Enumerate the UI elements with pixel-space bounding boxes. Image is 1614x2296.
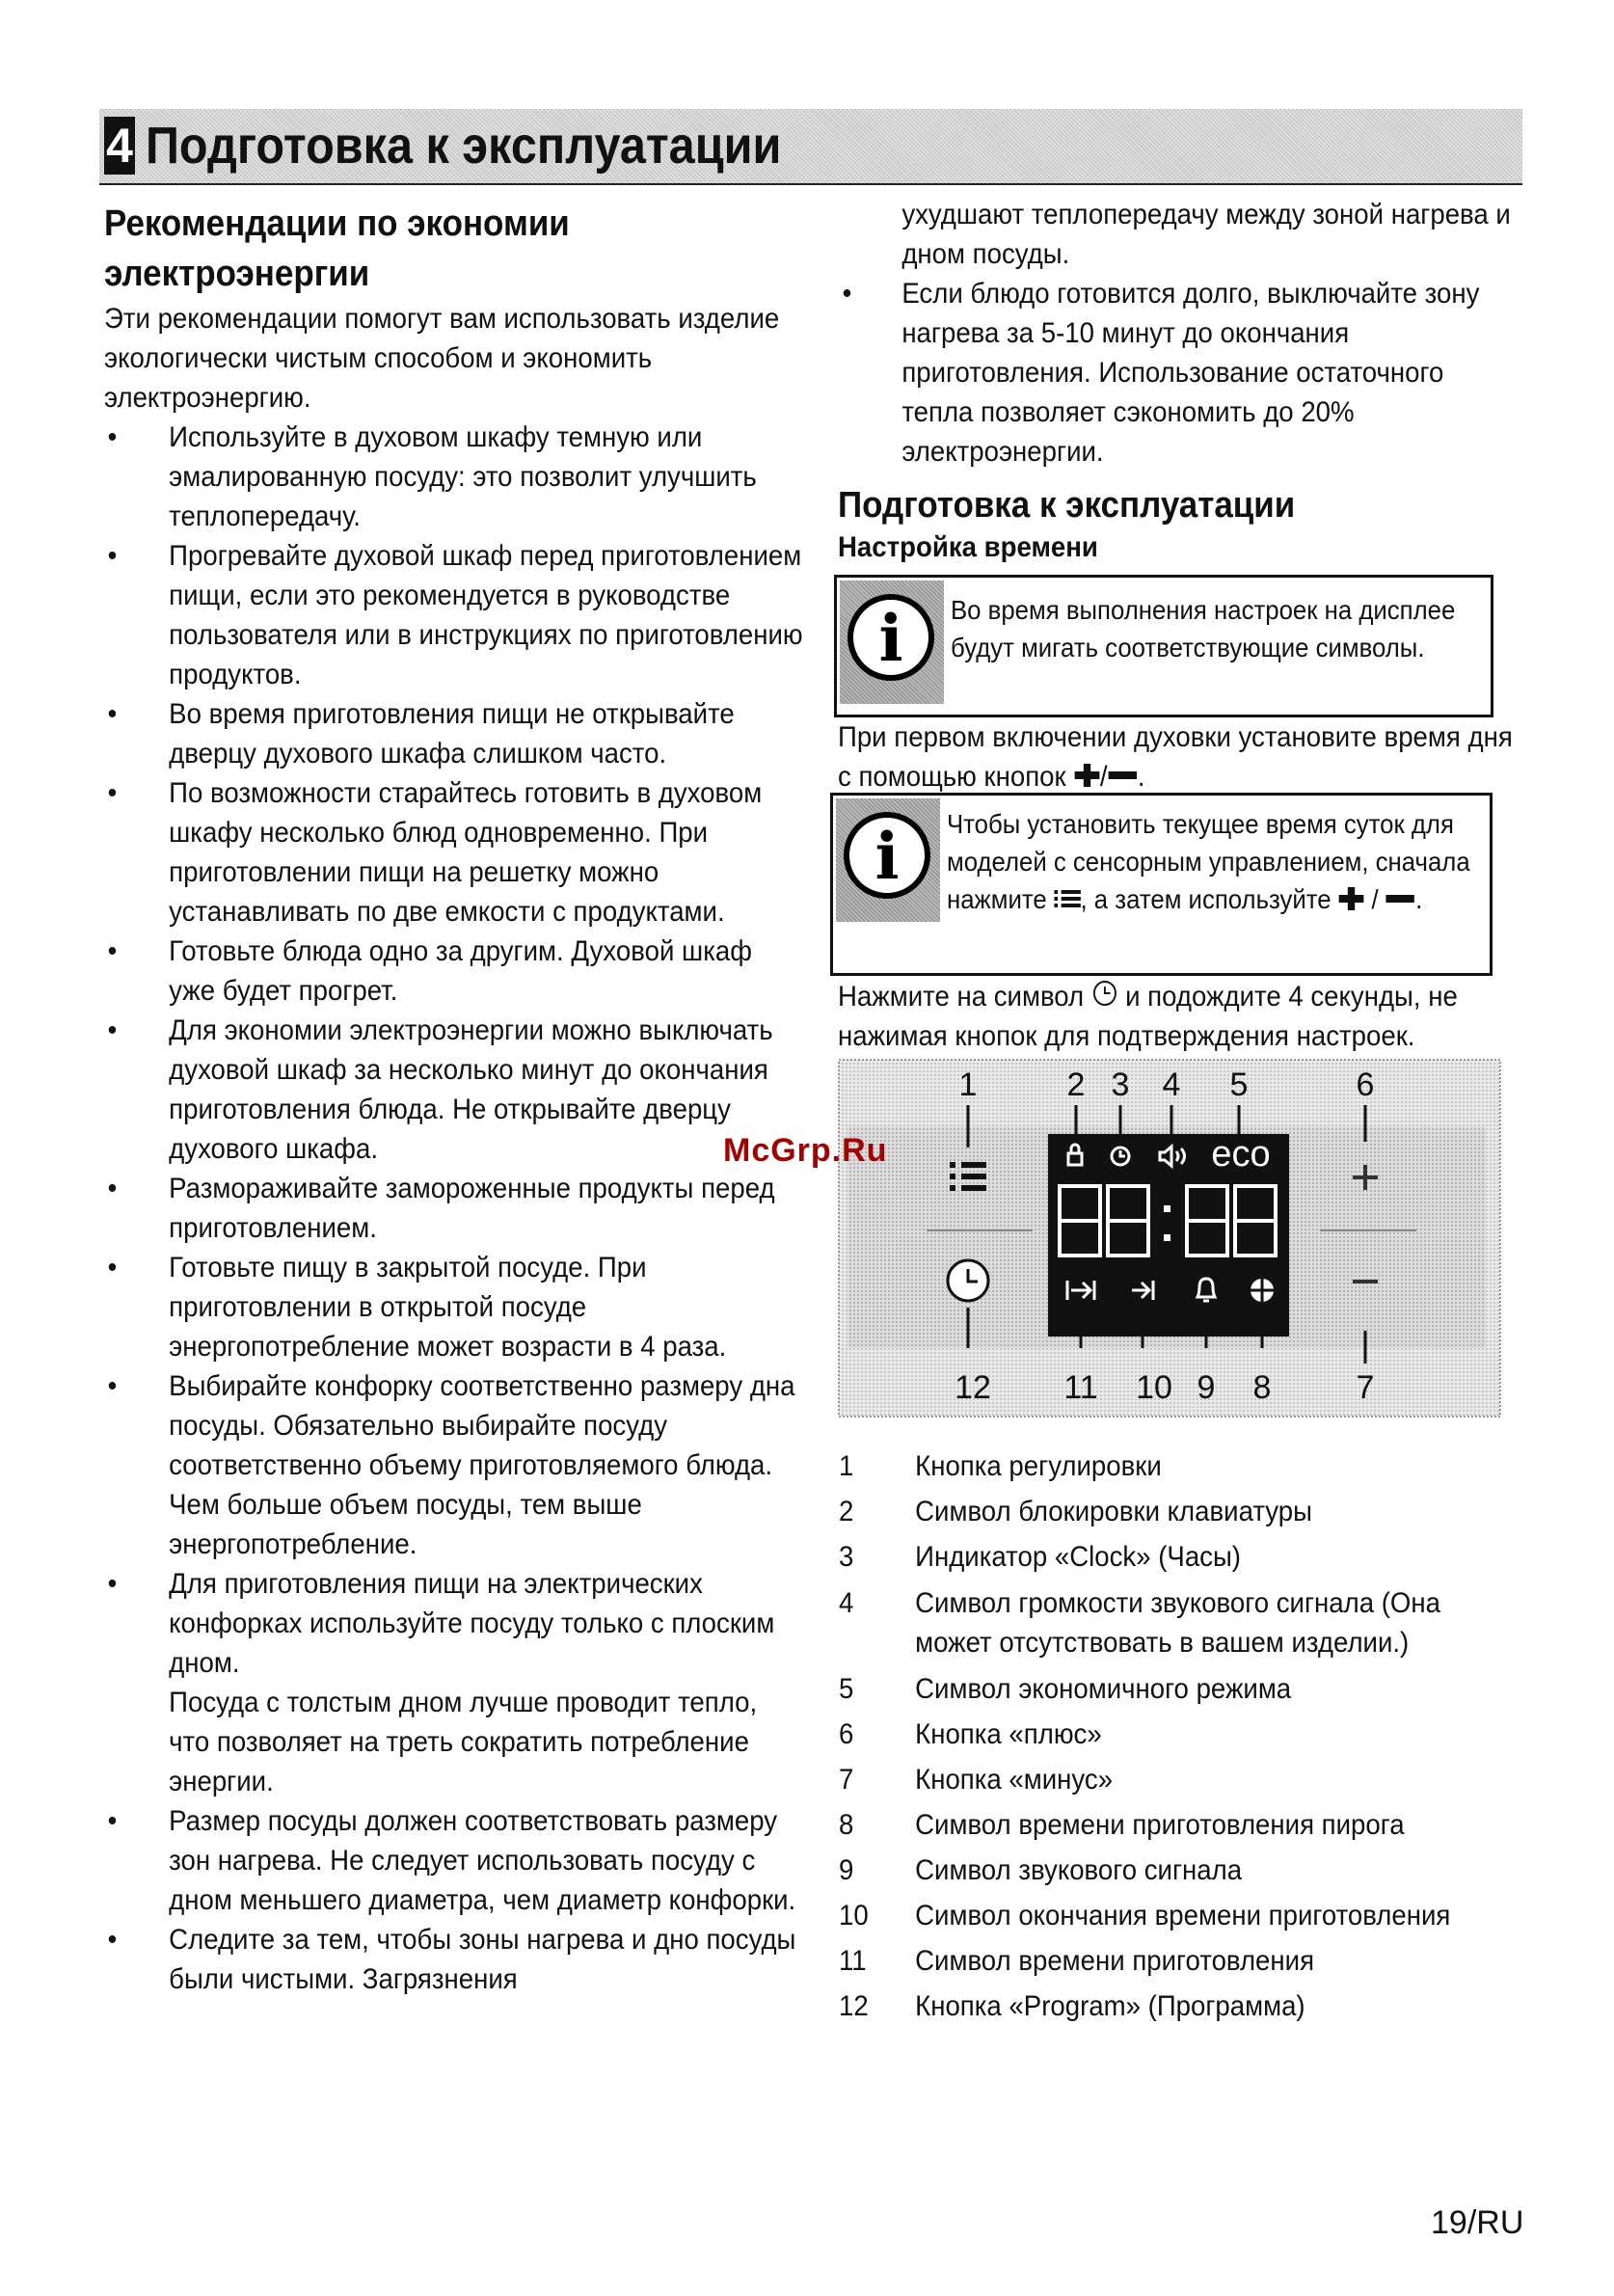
callout-10: 10 [1136, 1369, 1172, 1406]
callout-2: 2 [1066, 1067, 1086, 1103]
callout-5: 5 [1229, 1067, 1249, 1103]
time-setting-paragraph: При первом включении духовки установите время дня с помощью кнопок / . [838, 721, 1513, 793]
tips-list-continued [839, 195, 1513, 472]
info-icon: i [840, 581, 944, 704]
list-item: • Готовьте пищу в закрытой посуде. При приготовлении в открытой посуде энергопотребление может возрасти в 4 раза. [104, 1248, 805, 1366]
eco-symbol: eco [1211, 1134, 1271, 1175]
preparation-section [838, 480, 1512, 567]
info-box-2 [830, 793, 1493, 976]
list-item-continued: ухудшают теплопередачу между зоной нагрева и дном посуды. [901, 199, 1511, 270]
subheading-time-setting: Настройка времени [838, 531, 1098, 563]
colon-dot [1164, 1234, 1170, 1241]
list-item: • Во время приготовления пищи не открывайте дверцу духового шкафа слишком часто. [104, 694, 805, 773]
info-box-1 [834, 575, 1493, 717]
section-heading-energy: Рекомендации по экономии электроэнергии [104, 203, 570, 294]
minus-button[interactable] [1353, 1280, 1378, 1283]
control-panel-diagram [838, 1059, 1501, 1418]
program-menu-icon[interactable] [950, 1162, 986, 1191]
callout-6: 6 [1356, 1067, 1375, 1103]
list-item: • Для приготовления пищи на электрических конфорках используйте посуду только с плоским дном. Посуда с толстым дном лучше проводит тепло, что позволяет на треть сократить потребление энергии. [104, 1564, 805, 1801]
list-item: • Выбирайте конфорку соответственно размеру дна посуды. Обязательно выбирайте посуду соответственно объему приготовляемого блюда. Чем больше объем посуды, тем выше энергопотребление. [104, 1366, 805, 1564]
callout-11: 11 [1063, 1369, 1098, 1406]
intro-paragraph: Эти рекомендации помогут вам использовать изделие экологически чистым способом и экономить электроэнергию. [104, 303, 780, 414]
list-item: • По возможности старайтесь готовить в духовом шкафу несколько блюд одновременно. При приготовлении пищи на решетку можно устанавливать по две емкости с продуктами. [104, 773, 805, 932]
list-item: • Размер посуды должен соответствовать размеру зон нагрева. Не следует использовать посуду с дном меньшего диаметра, чем диаметр конфорки. [104, 1801, 805, 1920]
section-heading-preparation: Подготовка к эксплуатации [838, 485, 1296, 526]
confirm-paragraph: Нажмите на символ и подождите 4 секунды, не нажимая кнопок для подтверждения настроек. [838, 981, 1458, 1052]
chapter-title: Подготовка к эксплуатации [146, 117, 782, 175]
menu-list-icon [1054, 888, 1081, 909]
clock-icon [1091, 979, 1118, 1008]
list-item: • Следите за тем, чтобы зоны нагрева и дно посуды были чистыми. Загрязнения [104, 1920, 805, 1999]
info-text-1: Во время выполнения настроек на дисплее будут мигать соответствующие символы. [951, 595, 1456, 662]
plus-icon [1073, 763, 1100, 788]
callout-3: 3 [1111, 1067, 1130, 1103]
minus-icon [1385, 886, 1415, 911]
list-item: • Если блюдо готовится долго, выключайте зону нагрева за 5-10 минут до окончания приготовления. Использование остаточного тепла позволяет сэкономить до 20% электроэнергии. [839, 274, 1513, 472]
list-item: • Прогревайте духовой шкаф перед приготовлением пищи, если это рекомендуется в руководстве пользователя или в инструкциях по приготовлению продуктов. [104, 536, 805, 694]
list-item: • Для экономии электроэнергии можно выключать духовой шкаф за несколько минут до окончания приготовления блюда. Не открывайте дверцу духового шкафа. [104, 1011, 805, 1169]
minus-icon [1108, 763, 1138, 788]
tips-list [104, 418, 805, 1999]
info-icon: i [836, 798, 940, 922]
colon-dot [1164, 1205, 1170, 1212]
callout-7: 7 [1356, 1369, 1375, 1406]
left-column [104, 199, 805, 1999]
list-item: • Размораживайте замороженные продукты перед приготовлением. [104, 1169, 805, 1248]
list-item: • Готовьте блюда одно за другим. Духовой шкаф уже будет прогрет. [104, 932, 805, 1011]
callout-12: 12 [955, 1369, 991, 1406]
chapter-number: 4 [104, 117, 135, 175]
callout-9: 9 [1197, 1369, 1216, 1406]
watermark: McGrp.Ru [723, 1132, 888, 1169]
info-text-2: Чтобы установить текущее время суток для моделей с сенсорным управлением, сначала нажмите , а затем используйте / . [947, 809, 1470, 914]
plus-icon [1338, 886, 1365, 911]
list-item: • Используйте в духовом шкафу темную или эмалированную посуду: это позволит улучшить теплопередачу. [104, 418, 805, 536]
callout-1: 1 [958, 1067, 978, 1103]
callout-8: 8 [1252, 1369, 1272, 1406]
callout-4: 4 [1162, 1067, 1181, 1103]
clock-button-icon[interactable] [948, 1260, 988, 1301]
right-column [839, 195, 1513, 472]
page-number: 19/RU [1431, 2204, 1524, 2241]
